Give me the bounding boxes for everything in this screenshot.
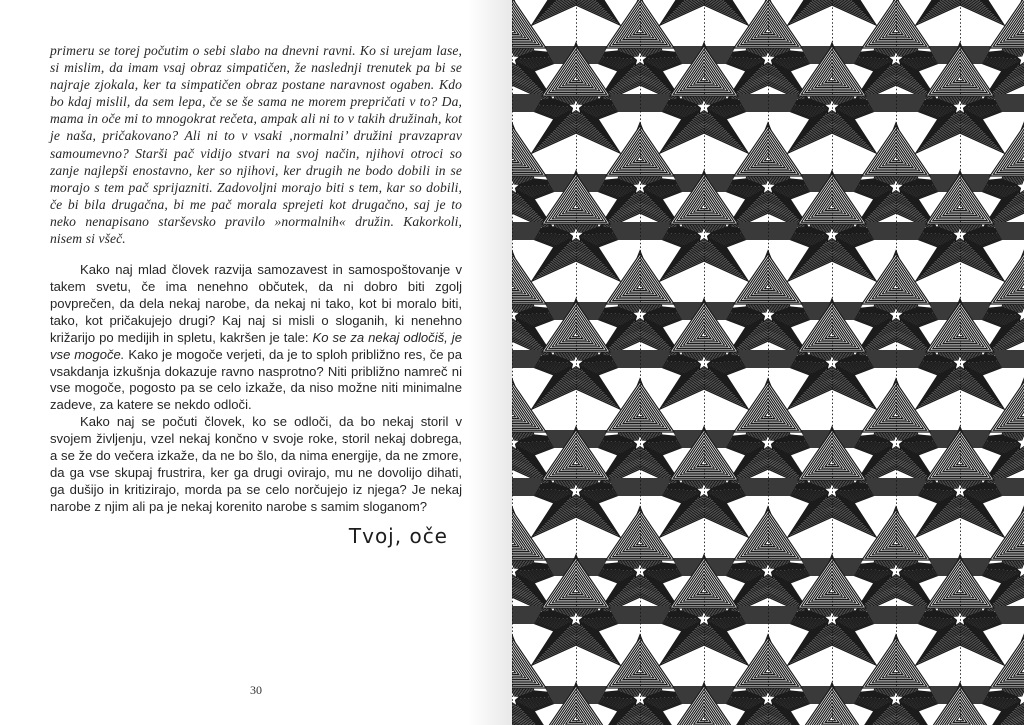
opening-paragraph: primeru se torej počutim o sebi slabo na dnevni ravni. Ko si urejam lase, si mislim, da imam vsaj obraz simpatičen, že naslednji trenutek pa bi se najraje zjokala, ker ta simpatičen obraz postane naravnost ogaben. Kdo bo kdaj mislil, da sem lepa, če se še sama ne morem prepričati v to? Da, mama in oče mi to mnogokrat rečeta, ampak ali ni to v takih družinah, kot je naša, pričakovano? Ali ni to v vsaki ‚normalni’ družini pravzaprav samoumevno? Starši pač vidijo stvari na svoj način, njihovi otroci so zanje najlepši enostavno, ker so njihovi, ker drugih ne bodo dobili in se morajo s tem pač sprijazniti. Zadovoljni morajo biti s tem, kar so dobili, če bi bila drugačna, bi me pač morala sprejeti kot drugačno, saj je to neko nenapisano starševsko pravilo »normalnih« družin. Kakorkoli, nisem si všeč.: [50, 43, 462, 247]
paragraph-2-slogan: Ko se za nekaj odločiš, je vse mogoče.: [50, 329, 462, 362]
signature: Tvoj, oče: [348, 523, 448, 548]
body-paragraph-2: Kako naj se počuti človek, ko se odloči, da bo nekaj storil v svojem življenju, vzel nekaj končno v svoje roke, storil nekaj dobrega, a se že do večera izkaže, da ne bo šlo, da nima energije, da ne zmore, da ga vse skupaj frustrira, ker ga drugi ovirajo, mu ne dovolijo dihati, ga dušijo in kritizirajo, morda pa se celo norčujejo iz njega? Je nekaj narobe z njim ali pa je nekaj korenito narobe s samim sloganom?: [50, 414, 462, 514]
paragraph-2-text-after: Kako je mogoče verjeti, da je to sploh približno res, če pa vsakdanja izkušnja dokazuje ravno nasprotno? Niti približno namreč ni vse mogoče, pogosto pa se celo izkaže, da niso možne niti minimalne zadeve, za katere se nekdo odloči.: [50, 346, 462, 413]
page-number: 30: [250, 683, 262, 697]
right-page: [512, 0, 1024, 725]
op-art-pattern-illustration: [512, 0, 1024, 725]
body-paragraph-1: [50, 262, 462, 414]
gutter-shadow: [468, 0, 512, 725]
paragraph-2-text: Kako naj mlad človek razvija samozavest in samospoštovanje v takem svetu, če ima nenehno občutek, da ni dobro biti zgolj povprečen, da dela nekaj narobe, da nekaj ni tako, kot bi moralo biti, tako, kot pričakujejo drugi? Kaj naj si misli o sloganih, ki nenehno križarijo po medijih in spletu, kakršen je tale:: [50, 262, 462, 345]
text-block: [50, 42, 462, 548]
